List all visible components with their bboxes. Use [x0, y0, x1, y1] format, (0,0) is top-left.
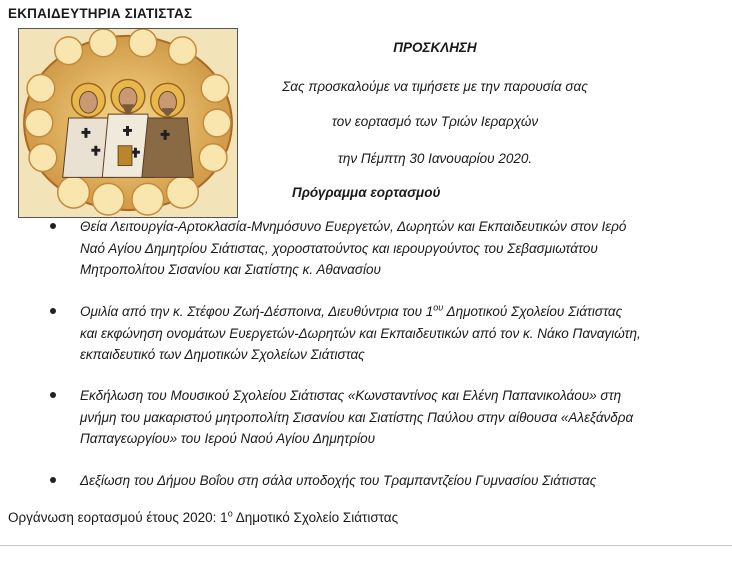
- page-bottom-divider: [0, 545, 732, 546]
- invitation-line-2: τον εορτασμό των Τριών Ιεραρχών: [331, 114, 539, 129]
- three-hierarchs-icon-image: [18, 28, 238, 218]
- ordinal-superscript: ου: [433, 302, 444, 313]
- program-item-line: μνήμη του μακαριστού μητροπολίτη Σισανίου και Σιατίστης Παύλου στην αίθουσα «Αλεξάνδρα: [80, 409, 634, 425]
- ordinal-superscript: ο: [227, 508, 233, 519]
- program-item-line: Εκδήλωση του Μουσικού Σχολείου Σιάτιστας «Κωνσταντίνος και Ελένη Παπανικολάου» στη: [80, 388, 622, 403]
- program-item-line: Μητροπολίτου Σισανίου και Σιατίστης κ. Αθανασίου: [80, 262, 381, 277]
- program-item: [50, 216, 710, 281]
- program-item-line: [80, 301, 710, 323]
- bullet-icon: [50, 308, 56, 314]
- footer-text: Οργάνωση εορτασμού έτους 2020: 1: [8, 510, 228, 525]
- footer-text: Δημοτικό Σχολείο Σιάτιστας: [232, 510, 399, 525]
- three-hierarchs-icon: [19, 29, 237, 217]
- program-item-line: Δεξίωση του Δήμου Βοΐου στη σάλα υποδοχής του Τραμπαντζείου Γυμνασίου Σιάτιστας: [80, 473, 597, 488]
- program-item: [50, 385, 710, 450]
- bullet-icon: [50, 223, 56, 229]
- invitation-line-3: την Πέμπτη 30 Ιανουαρίου 2020.: [337, 151, 533, 166]
- invitation-title: ΠΡΟΣΚΛΗΣΗ: [393, 40, 477, 55]
- program-item-line: Ναό Αγίου Δημητρίου Σιάτιστας, χοροστατούντος και ιερουργούντος του Σεβασμιωτάτου: [80, 240, 598, 256]
- program-item-line: και εκφώνηση ονομάτων Ευεργετών-Δωρητών και Εκπαιδευτικών από τον κ. Νάκο Παναγιώτη,: [80, 325, 641, 341]
- school-header: ΕΚΠΑΙΔΕΥΤΗΡΙΑ ΣΙΑΤΙΣΤΑΣ: [8, 6, 193, 21]
- program-item-line: εκπαιδευτικό των Δημοτικών Σχολείων Σιάτιστας: [80, 347, 365, 362]
- program-item-text: Ομιλία από την κ. Στέφου Ζωή-Δέσποινα, Διευθύντρια του 1: [80, 304, 434, 319]
- invitation-line-1: Σας προσκαλούμε να τιμήσετε με την παρουσία σας: [282, 79, 588, 94]
- program-item: [50, 301, 710, 366]
- program-item: [50, 470, 710, 492]
- bullet-icon: [50, 477, 56, 483]
- organizer-footer: [8, 510, 398, 525]
- program-title: Πρόγραμμα εορτασμού: [292, 185, 441, 200]
- bullet-icon: [50, 392, 56, 398]
- program-item-line: Θεία Λειτουργία-Αρτοκλασία-Μνημόσυνο Ευεργετών, Δωρητών και Εκπαιδευτικών στον Ιερό: [80, 219, 627, 234]
- program-item-text: Δημοτικού Σχολείου Σιάτιστας: [443, 304, 623, 319]
- program-item-line: Παπαγεωργίου» του Ιερού Ναού Αγίου Δημητρίου: [80, 431, 376, 446]
